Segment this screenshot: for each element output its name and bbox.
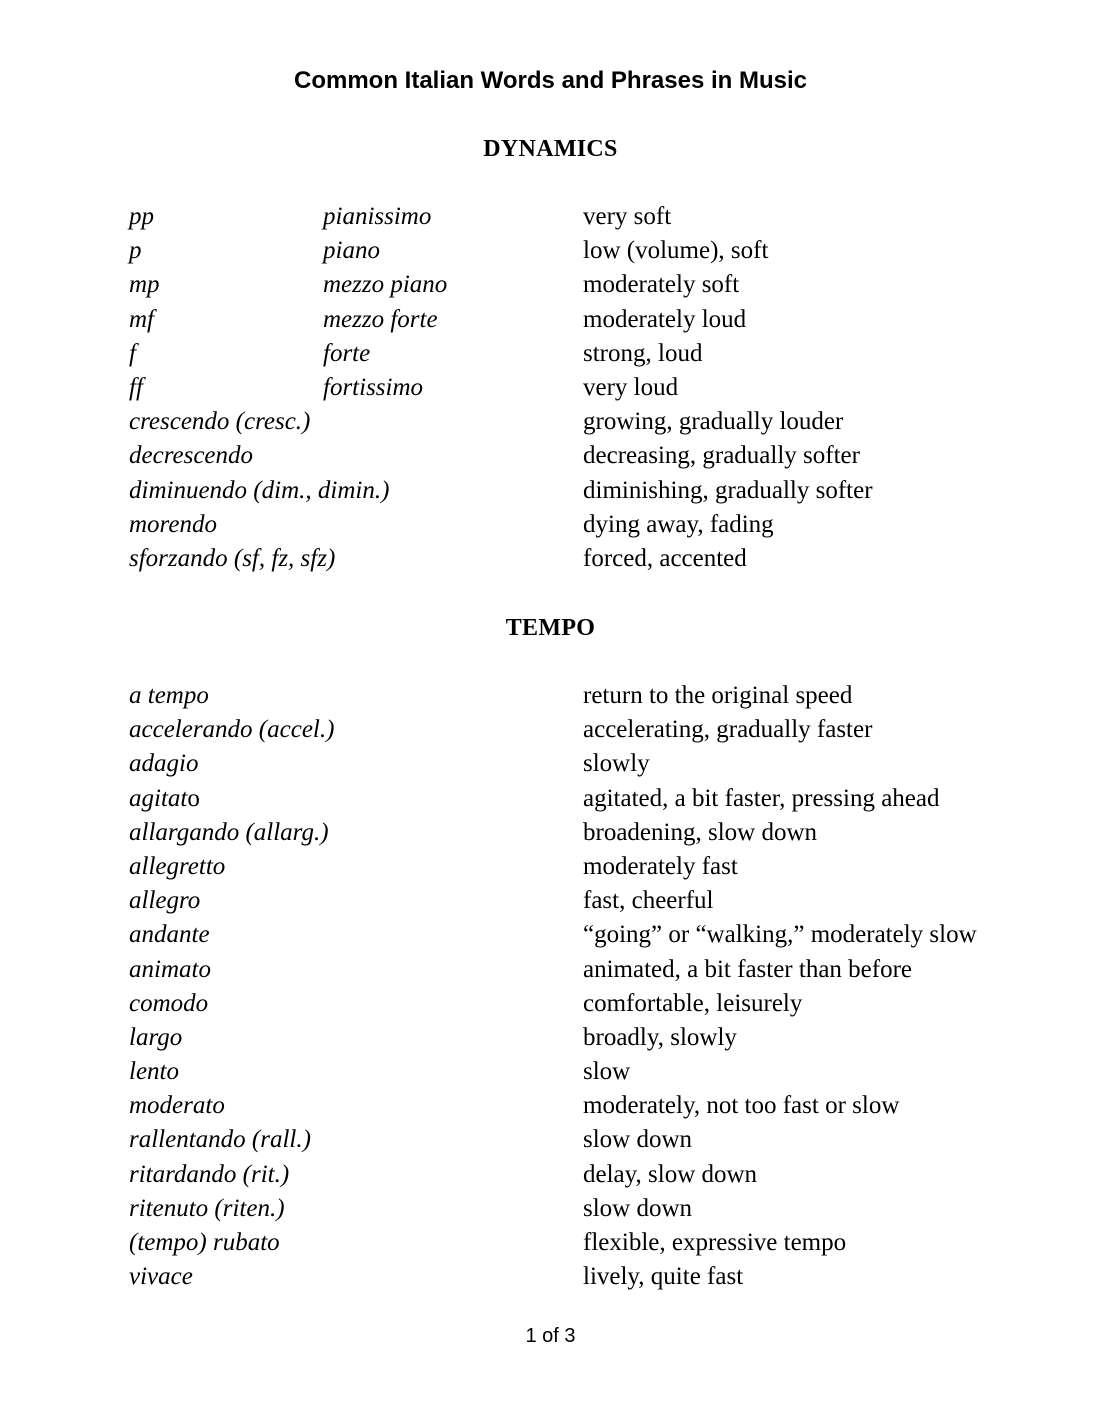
dynamic-abbreviation: p [129, 237, 142, 265]
dynamic-abbreviation: mf [129, 305, 154, 333]
tempo-term-italic-part: agitat [129, 784, 188, 812]
tempo-row [129, 850, 1089, 884]
tempo-meaning: lively, quite fast [583, 1263, 744, 1291]
tempo-row [129, 987, 1089, 1021]
dynamics-row [129, 337, 1089, 371]
dynamics-row [129, 542, 1089, 576]
tempo-term: lento [129, 1058, 179, 1086]
tempo-term: andante [129, 921, 210, 949]
tempo-row [129, 1192, 1089, 1226]
tempo-row [129, 1021, 1089, 1055]
dynamics-row [129, 200, 1089, 234]
tempo-term: a tempo [129, 682, 209, 709]
page-number: 1 of 3 [525, 1325, 576, 1347]
tempo-row [129, 782, 1089, 816]
tempo-heading: TEMPO [505, 615, 596, 641]
dynamics-row [129, 439, 1089, 473]
tempo-row [129, 1260, 1089, 1294]
tempo-meaning: accelerating, gradually faster [583, 716, 873, 744]
tempo-term: animato [129, 955, 211, 983]
tempo-meaning: broadening, slow down [583, 818, 817, 846]
tempo-meaning: animated, a bit faster than before [583, 955, 913, 983]
tempo-meaning: agitated, a bit faster, pressing ahead [583, 784, 940, 812]
dynamic-meaning: decreasing, gradually softer [583, 442, 860, 470]
dynamics-row [129, 268, 1089, 302]
dynamic-full-name: mezzo forte [323, 305, 438, 333]
tempo-term: (tempo) rubato [129, 1229, 280, 1256]
tempo-meaning: broadly, slowly [583, 1023, 737, 1051]
tempo-row [129, 1089, 1089, 1123]
dynamic-full-name: fortissimo [323, 373, 424, 401]
dynamic-abbreviation: ff [129, 373, 143, 401]
tempo-row [129, 918, 1089, 952]
tempo-term: ritardando (rit.) [129, 1160, 290, 1188]
dynamic-term: diminuendo (dim., dimin.) [129, 476, 390, 504]
tempo-meaning: slow down [583, 1194, 693, 1222]
tempo-meaning: slowly [583, 750, 650, 778]
dynamic-meaning: strong, loud [583, 339, 703, 367]
tempo-term: allargando (allarg.) [129, 818, 329, 846]
tempo-term: vivace [129, 1263, 193, 1291]
tempo-meaning: delay, slow down [583, 1160, 758, 1188]
tempo-meaning: slow down [583, 1126, 693, 1154]
dynamic-abbreviation: pp [129, 203, 154, 230]
tempo-term: largo [129, 1023, 183, 1051]
tempo-meaning: moderately fast [583, 852, 738, 880]
dynamics-row [129, 474, 1089, 508]
dynamics-row [129, 234, 1089, 268]
dynamic-full-name: piano [323, 237, 380, 265]
tempo-row [129, 1123, 1089, 1157]
tempo-row [129, 1055, 1089, 1089]
dynamic-term: decrescendo [129, 442, 254, 470]
tempo-term: comodo [129, 989, 209, 1017]
dynamic-meaning: growing, gradually louder [583, 408, 844, 436]
dynamic-term: sforzando (sf, fz, sfz) [129, 544, 336, 572]
dynamic-meaning: dying away, fading [583, 510, 774, 538]
tempo-term: accelerando (accel.) [129, 716, 335, 744]
tempo-meaning: comfortable, leisurely [583, 989, 803, 1017]
dynamics-row [129, 405, 1089, 439]
tempo-list [129, 679, 1089, 1294]
dynamic-term: crescendo (cresc.) [129, 408, 311, 436]
page-title: Common Italian Words and Phrases in Music [294, 67, 807, 94]
dynamic-meaning: diminishing, gradually softer [583, 476, 873, 504]
dynamic-meaning: moderately soft [583, 271, 740, 299]
dynamics-list [129, 200, 1089, 576]
tempo-term-roman-part: o [187, 784, 200, 812]
tempo-meaning: “going” or “walking,” moderately slow [583, 921, 977, 949]
dynamic-full-name: mezzo piano [323, 271, 448, 299]
tempo-row [129, 713, 1089, 747]
tempo-row [129, 1158, 1089, 1192]
tempo-row [129, 1226, 1089, 1260]
tempo-term: allegretto [129, 852, 226, 880]
dynamic-abbreviation: f [129, 339, 136, 367]
tempo-term: allegro [129, 887, 201, 915]
tempo-row [129, 884, 1089, 918]
dynamics-row [129, 508, 1089, 542]
tempo-term: moderato [129, 1092, 225, 1120]
dynamic-meaning: low (volume), soft [583, 237, 769, 265]
tempo-term: ritenuto (riten.) [129, 1194, 285, 1222]
dynamic-meaning: very soft [583, 203, 672, 230]
dynamics-row [129, 303, 1089, 337]
tempo-meaning: slow [583, 1058, 631, 1086]
dynamic-abbreviation: mp [129, 271, 160, 299]
dynamic-meaning: moderately loud [583, 305, 747, 333]
tempo-term-agitato [129, 782, 200, 816]
dynamic-term: morendo [129, 510, 217, 538]
dynamic-meaning: forced, accented [583, 544, 747, 572]
tempo-row [129, 953, 1089, 987]
dynamic-full-name: forte [323, 339, 371, 367]
tempo-term: rallentando (rall.) [129, 1126, 311, 1154]
tempo-meaning: moderately, not too fast or slow [583, 1092, 900, 1120]
tempo-meaning: fast, cheerful [583, 887, 714, 915]
dynamic-meaning: very loud [583, 373, 679, 401]
tempo-row [129, 816, 1089, 850]
tempo-row [129, 747, 1089, 781]
tempo-row [129, 679, 1089, 713]
dynamic-full-name: pianissimo [323, 203, 432, 230]
dynamics-heading: DYNAMICS [483, 136, 618, 162]
tempo-meaning: flexible, expressive tempo [583, 1229, 847, 1256]
tempo-meaning: return to the original speed [583, 682, 853, 709]
tempo-term: adagio [129, 750, 199, 778]
dynamics-row [129, 371, 1089, 405]
